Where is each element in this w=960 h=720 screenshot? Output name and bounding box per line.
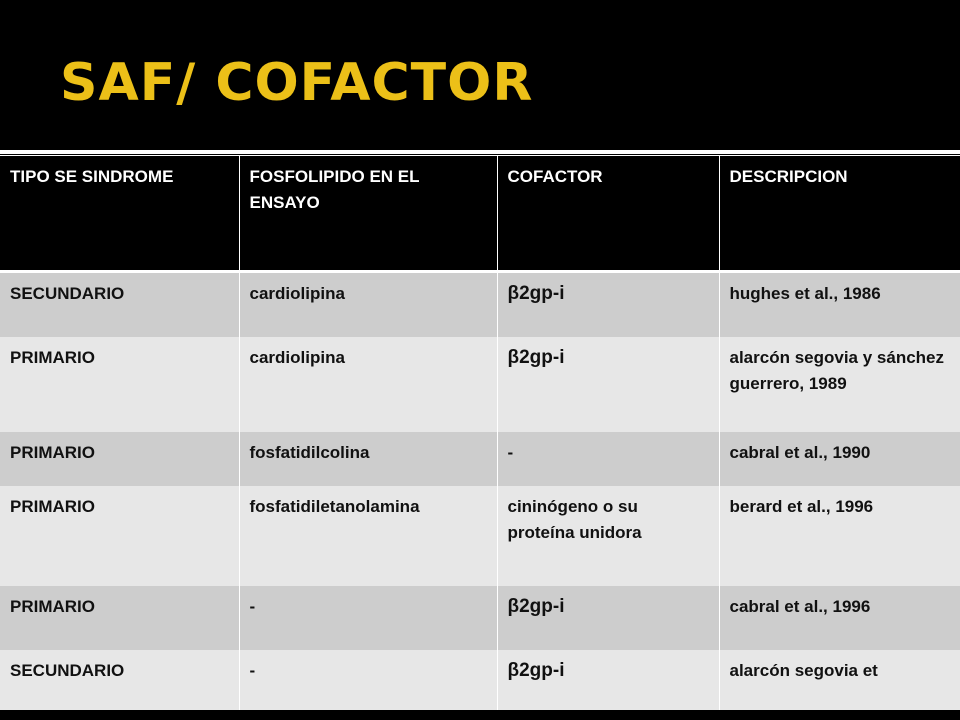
cell-tipo: PRIMARIO bbox=[0, 586, 239, 650]
table-row bbox=[0, 586, 960, 650]
cell-fosfolipido: - bbox=[239, 586, 497, 650]
header-tipo-sindrome: TIPO SE SINDROME bbox=[0, 156, 239, 272]
cell-cofactor: β2gp-i bbox=[497, 337, 719, 432]
table-row bbox=[0, 337, 960, 432]
header-fosfolipido: FOSFOLIPIDO EN EL ENSAYO bbox=[239, 156, 497, 272]
title-divider bbox=[0, 150, 960, 154]
cell-tipo: SECUNDARIO bbox=[0, 650, 239, 710]
cell-cofactor: β2gp-i bbox=[497, 650, 719, 710]
header-descripcion: DESCRIPCION bbox=[719, 156, 960, 272]
cell-fosfolipido: fosfatidilcolina bbox=[239, 432, 497, 486]
cell-descripcion: cabral et al., 1996 bbox=[719, 586, 960, 650]
cell-tipo: PRIMARIO bbox=[0, 432, 239, 486]
cell-descripcion: alarcón segovia y sánchez guerrero, 1989 bbox=[719, 337, 960, 432]
cell-descripcion: hughes et al., 1986 bbox=[719, 272, 960, 337]
cell-fosfolipido: - bbox=[239, 650, 497, 710]
slide-title: SAF/ COFACTOR bbox=[60, 53, 534, 113]
cell-tipo: SECUNDARIO bbox=[0, 272, 239, 337]
header-cofactor: COFACTOR bbox=[497, 156, 719, 272]
table-row bbox=[0, 272, 960, 337]
cell-descripcion: berard et al., 1996 bbox=[719, 486, 960, 586]
cell-fosfolipido: cardiolipina bbox=[239, 272, 497, 337]
cell-cofactor: cininógeno o su proteína unidora bbox=[497, 486, 719, 586]
cell-tipo: PRIMARIO bbox=[0, 337, 239, 432]
table-row bbox=[0, 650, 960, 710]
cell-cofactor: - bbox=[497, 432, 719, 486]
cell-fosfolipido: fosfatidiletanolamina bbox=[239, 486, 497, 586]
cell-fosfolipido: cardiolipina bbox=[239, 337, 497, 432]
cell-descripcion: alarcón segovia et bbox=[719, 650, 960, 710]
cell-cofactor: β2gp-i bbox=[497, 272, 719, 337]
table-row bbox=[0, 432, 960, 486]
cell-cofactor: β2gp-i bbox=[497, 586, 719, 650]
table-row bbox=[0, 486, 960, 586]
cell-descripcion: cabral et al., 1990 bbox=[719, 432, 960, 486]
table-header-row bbox=[0, 156, 960, 272]
cell-tipo: PRIMARIO bbox=[0, 486, 239, 586]
cofactor-table bbox=[0, 155, 960, 710]
